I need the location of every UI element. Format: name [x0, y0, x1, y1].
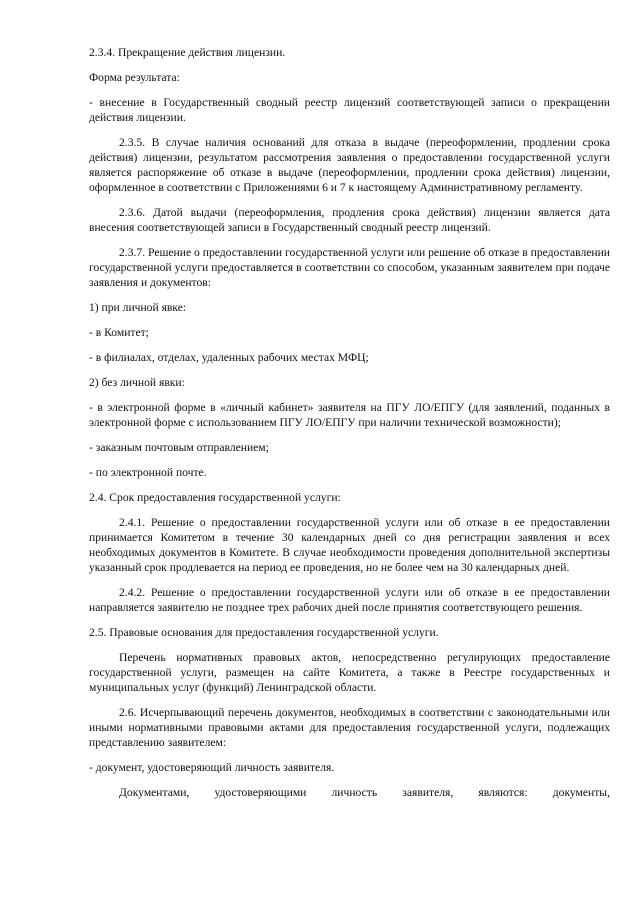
document-body — [89, 45, 610, 810]
list-item-registered-mail: - заказным почтовым отправлением; — [89, 441, 269, 454]
paragraph-2-3-7: 2.3.7. Решение о предоставлении государственной услуги или решение об отказе в предоставлении государственной услуги предоставляется в соответствии со способом, указанным заявителем при подаче заявления и документов: — [89, 246, 610, 289]
paragraph-2-4: 2.4. Срок предоставления государственной услуги: — [89, 491, 341, 504]
paragraph-2-6: 2.6. Исчерпывающий перечень документов, необходимых в соответствии с законодательными или иными нормативными правовыми актами для предоставления государственной услуги, подлежащих представлению заявителем: — [89, 706, 610, 749]
list-item-email: - по электронной почте. — [89, 466, 207, 479]
paragraph-2-3-5: 2.3.5. В случае наличия оснований для отказа в выдаче (переоформлении, продлении срока действия) лицензии, результатом рассмотрения заявления о предоставлении государственной услуги является распоряжение об отказе в выдаче (переоформлении, продлении срока действия) лицензии, оформленное в соответствии с Приложениями 6 и 7 к настоящему Административному регламенту. — [89, 136, 610, 194]
paragraph-2-4-1: 2.4.1. Решение о предоставлении государственной услуги или об отказе в ее предоставлении принимается Комитетом в течение 30 календарных дней со дня регистрации заявления и всех необходимых документов в Комитете. В случае необходимости проведения дополнительной экспертизы указанный срок продлевается на период ее проведения, но не более чем на 30 календарных дней. — [89, 516, 610, 574]
list-item-committee: - в Комитет; — [89, 326, 149, 339]
paragraph-legal-acts: Перечень нормативных правовых актов, непосредственно регулирующих предоставление государственной услуги, размещен на сайте Комитета, а также в Реестре государственных и муниципальных услуг (функций) Ленинградской области. — [89, 651, 610, 694]
list-item-no-visit: 2) без личной явки: — [89, 376, 185, 389]
paragraph-2-5: 2.5. Правовые основания для предоставления государственной услуги. — [89, 626, 439, 639]
paragraph-2-3-6: 2.3.6. Датой выдачи (переоформления, продления срока действия) лицензии является дата внесения соответствующей записи в Государственный сводный реестр лицензий. — [89, 206, 610, 234]
paragraph-2-4-2: 2.4.2. Решение о предоставлении государственной услуги или об отказе в ее предоставлении направляется заявителю не позднее трех рабочих дней после принятия соответствующего решения. — [89, 586, 610, 614]
list-item-identity-document: - документ, удостоверяющий личность заявителя. — [89, 761, 335, 774]
paragraph-2-3-4: 2.3.4. Прекращение действия лицензии. — [89, 46, 286, 59]
paragraph-result-form: Форма результата: — [89, 71, 180, 84]
list-item-personal-visit: 1) при личной явке: — [89, 301, 187, 314]
paragraph-registry-entry: - внесение в Государственный сводный реестр лицензий соответствующей записи о прекращении действия лицензии. — [89, 96, 610, 124]
list-item-mfc: - в филиалах, отделах, удаленных рабочих местах МФЦ; — [89, 351, 369, 364]
paragraph-identity-documents: Документами, удостоверяющими личность заявителя, являются: документы, — [119, 786, 610, 799]
list-item-electronic: - в электронной форме в «личный кабинет» заявителя на ПГУ ЛО/ЕПГУ (для заявлений, поданных в электронной форме с использованием ПГУ ЛО/ЕПГУ при наличии технической возможности); — [89, 401, 610, 429]
